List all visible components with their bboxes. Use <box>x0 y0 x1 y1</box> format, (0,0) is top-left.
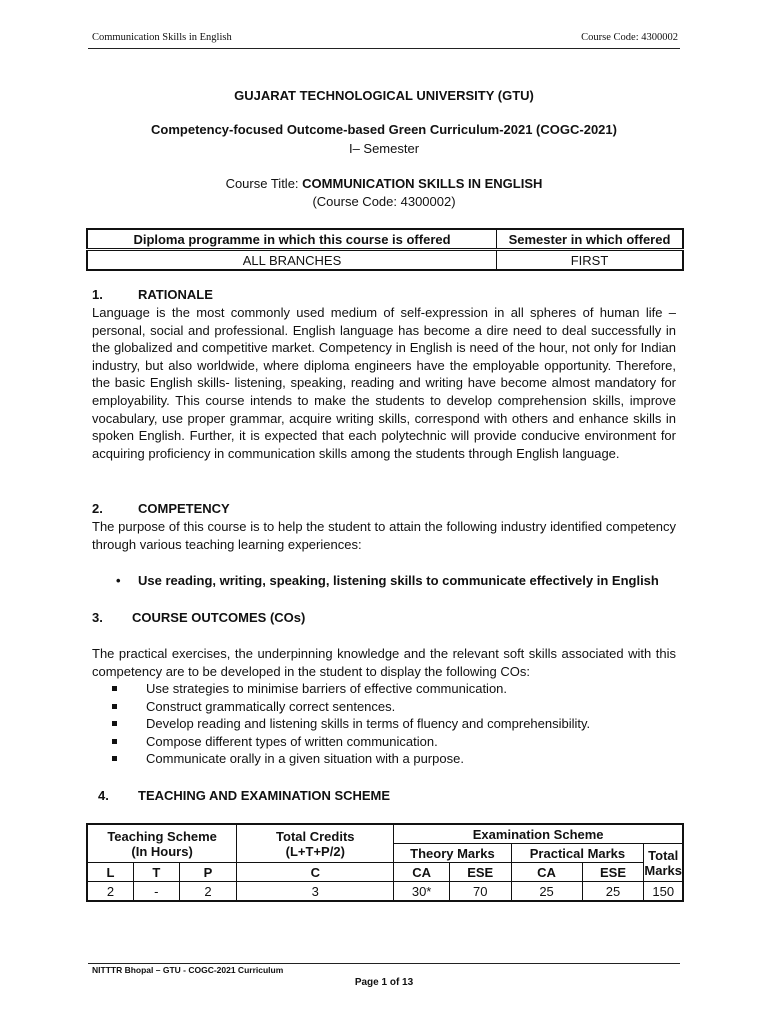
competency-bullet <box>116 573 659 588</box>
theory-marks-header: Theory Marks <box>394 844 511 863</box>
value-theory-ca: 30* <box>394 882 450 902</box>
course-title-line <box>0 176 768 191</box>
value-practical-ese: 25 <box>582 882 644 902</box>
teaching-scheme-label: Teaching Scheme <box>107 828 217 844</box>
section-title: COMPETENCY <box>138 501 230 516</box>
col-theory-ese: ESE <box>449 863 511 882</box>
footer-rule <box>88 963 680 964</box>
footer-curriculum: NITTTR Bhopal – GTU - COGC-2021 Curriculum <box>92 965 284 975</box>
section-number: 1. <box>92 287 103 302</box>
scheme-table <box>86 823 684 902</box>
total-credits-label: Total Credits <box>276 828 355 844</box>
list-item-text: Communicate orally in a given situation with a purpose. <box>146 751 464 766</box>
square-bullet-icon <box>112 756 117 761</box>
col-c: C <box>237 863 394 882</box>
col-theory-ca: CA <box>394 863 450 882</box>
section-number: 2. <box>92 501 103 516</box>
header-course-name: Communication Skills in English <box>92 32 232 43</box>
programme-table <box>86 228 684 271</box>
course-outcomes-heading <box>92 610 305 625</box>
exam-scheme-header: Examination Scheme <box>394 824 683 844</box>
competency-bullet-text: Use reading, writing, speaking, listening skills to communicate effectively in English <box>138 573 659 588</box>
square-bullet-icon <box>112 721 117 726</box>
square-bullet-icon <box>112 739 117 744</box>
list-item <box>112 750 590 768</box>
scheme-header-row-3 <box>87 863 683 882</box>
col-p: P <box>179 863 237 882</box>
page-number: Page 1 of 13 <box>354 977 414 988</box>
programme-value: ALL BRANCHES <box>87 250 497 271</box>
semester-label: I– Semester <box>348 141 420 156</box>
total-credits-sub: (L+T+P/2) <box>285 843 345 859</box>
value-p: 2 <box>179 882 237 902</box>
list-item <box>112 733 590 751</box>
curriculum-title: Competency-focused Outcome-based Green Curriculum-2021 (COGC-2021) <box>151 122 617 137</box>
total-credits-header <box>237 824 394 863</box>
bullet-icon: • <box>116 573 121 588</box>
university-title: GUJARAT TECHNOLOGICAL UNIVERSITY (GTU) <box>234 88 534 103</box>
list-item-text: Use strategies to minimise barriers of effective communication. <box>146 681 508 696</box>
course-title-value: COMMUNICATION SKILLS IN ENGLISH <box>302 176 543 191</box>
table-row <box>87 882 683 902</box>
value-t: - <box>133 882 179 902</box>
rationale-heading <box>92 287 213 302</box>
course-outcomes-list <box>112 680 590 768</box>
header-rule <box>88 48 680 49</box>
col-practical-ese: ESE <box>582 863 644 882</box>
section-number: 3. <box>92 610 103 625</box>
competency-heading <box>92 501 230 516</box>
square-bullet-icon <box>112 686 117 691</box>
square-bullet-icon <box>112 704 117 709</box>
value-c: 3 <box>237 882 394 902</box>
list-item-text: Develop reading and listening skills in terms of fluency and comprehensibility. <box>146 716 591 731</box>
teaching-scheme-sub: (In Hours) <box>131 843 193 859</box>
value-theory-ese: 70 <box>449 882 511 902</box>
col-l: L <box>87 863 133 882</box>
programme-col-header: Diploma programme in which this course is offered <box>87 229 497 250</box>
programme-table-header <box>87 229 683 250</box>
marks-label: Marks <box>644 862 682 878</box>
total-marks-header <box>644 844 683 882</box>
value-l: 2 <box>87 882 133 902</box>
semester-value: FIRST <box>497 250 684 271</box>
list-item <box>112 680 590 698</box>
practical-marks-header: Practical Marks <box>511 844 644 863</box>
programme-table-row <box>87 250 683 271</box>
section-title: TEACHING AND EXAMINATION SCHEME <box>138 788 391 803</box>
course-code-line: (Course Code: 4300002) <box>312 194 456 209</box>
course-outcomes-text: The practical exercises, the underpinning knowledge and the relevant soft skills associated with this competency are to be developed in the student to display the following COs: <box>92 646 676 679</box>
col-t: T <box>133 863 179 882</box>
teaching-scheme-header <box>87 824 237 863</box>
total-label: Total <box>648 847 679 863</box>
section-title: COURSE OUTCOMES (COs) <box>132 610 306 625</box>
section-title: RATIONALE <box>138 287 213 302</box>
section-number: 4. <box>98 788 109 803</box>
competency-text: The purpose of this course is to help the student to attain the following industry identified competency through various teaching learning experiences: <box>92 519 676 552</box>
value-practical-ca: 25 <box>511 882 582 902</box>
value-total-marks: 150 <box>644 882 683 902</box>
scheme-header-row-1 <box>87 824 683 844</box>
list-item <box>112 715 590 733</box>
list-item-text: Compose different types of written communication. <box>146 733 438 749</box>
semester-col-header: Semester in which offered <box>497 229 684 250</box>
header-course-code: Course Code: 4300002 <box>581 32 678 43</box>
course-title-label: Course Title: <box>225 176 303 191</box>
list-item <box>112 698 590 716</box>
list-item-text: Construct grammatically correct sentences. <box>146 698 396 714</box>
rationale-text: Language is the most commonly used medium of self-expression in all spheres of human life – personal, social and professional. English language has become a dire need to deal successfully in the globalized and competitive market. Competency in English is need of the hour, not only for Indian industry, but also worldwide, where diploma engineers have the employable opportunity. Therefore, the basic English skills- listening, speaking, reading and writing have become almost mandatory for employability. This course intends to make the students to develop comprehension skills, improve vocabulary, use proper grammar, acquire writing skills, correspond with others and enhance skills in spoken English. Further, it is expected that each polytechnic will provide conducive environment for acquiring proficiency in communication skills among the students through English language. <box>92 305 676 461</box>
scheme-heading <box>98 788 390 803</box>
running-header <box>92 32 678 48</box>
col-practical-ca: CA <box>511 863 582 882</box>
